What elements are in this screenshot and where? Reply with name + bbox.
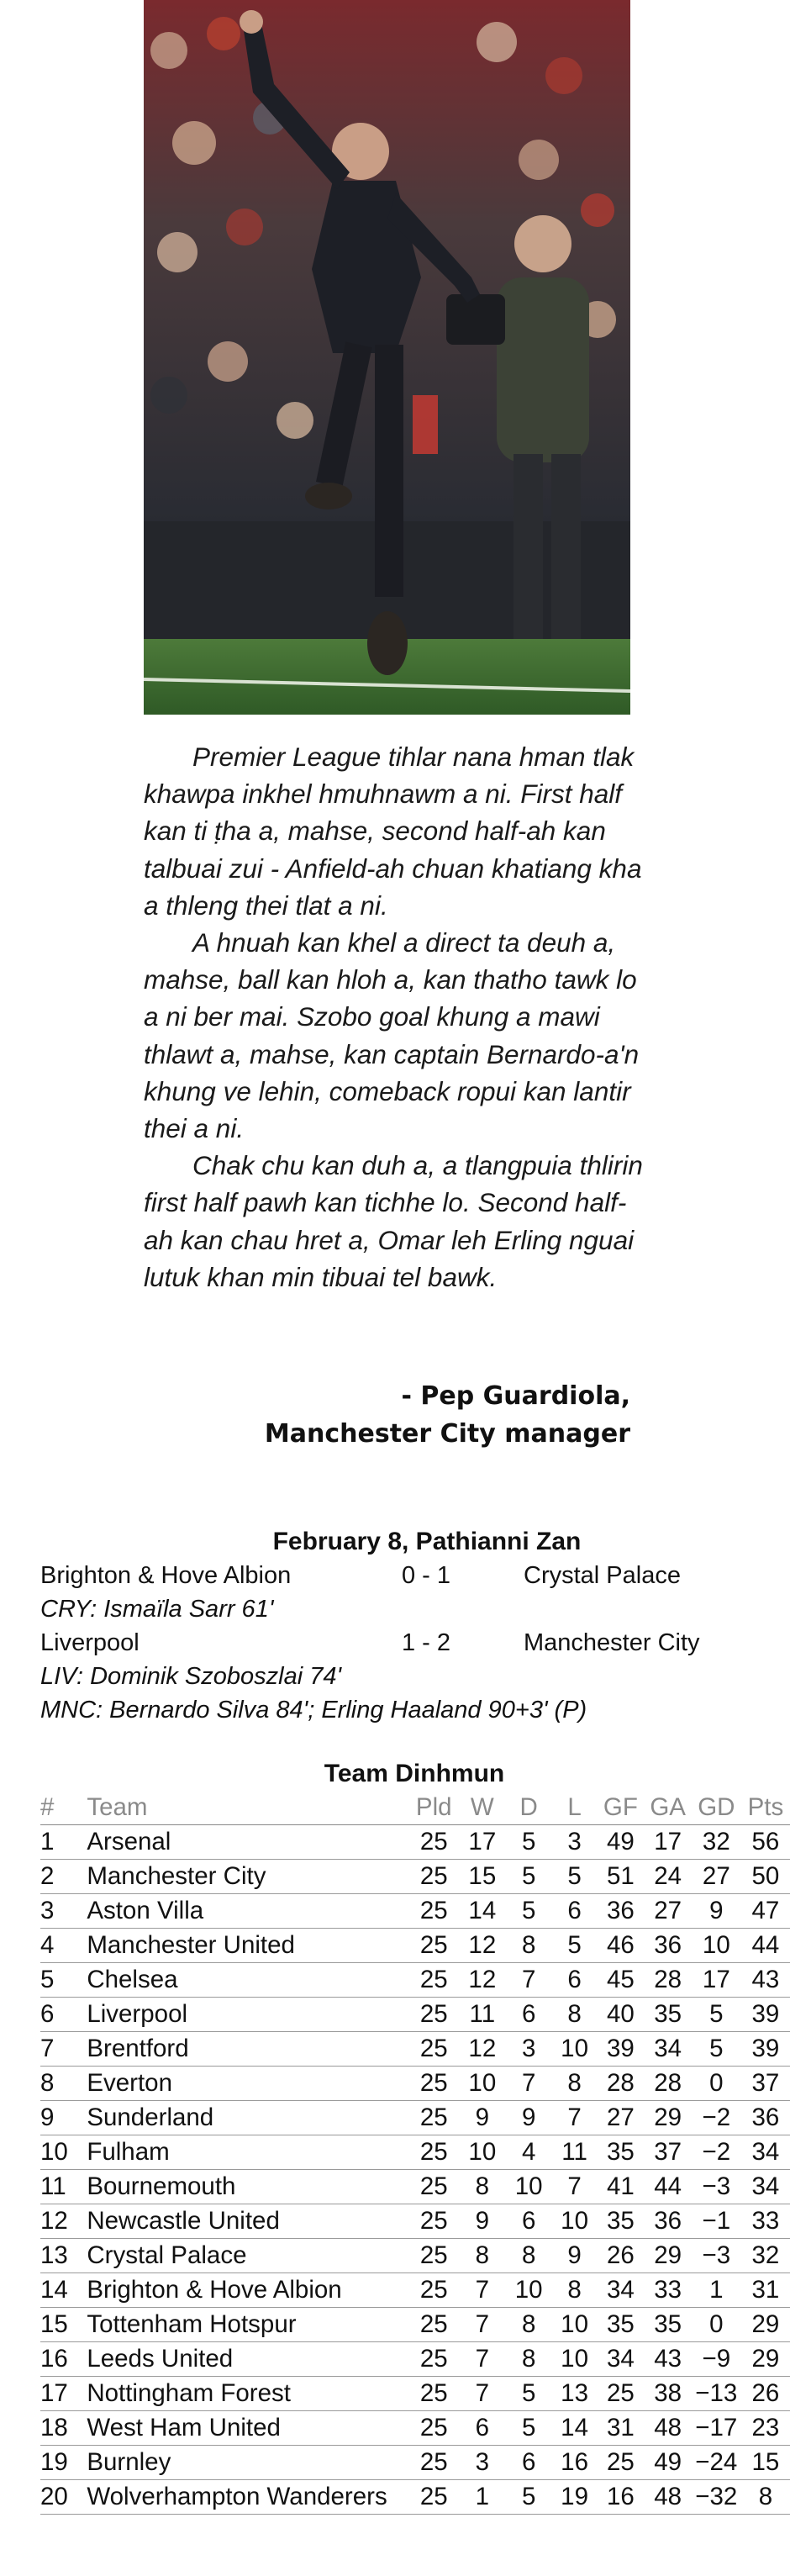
cell-pld: 25 [408,2135,459,2170]
table-row [40,2342,790,2377]
cell-gf: 35 [597,2308,644,2342]
cell-pts: 31 [741,2273,790,2308]
cell-gf: 35 [597,2135,644,2170]
match-score: 1 - 2 [402,1629,451,1656]
cell-pos: 10 [40,2135,87,2170]
cell-ga: 34 [645,2032,692,2067]
cell-team: Wolverhampton Wanderers [87,2480,408,2515]
standings-title: Team Dinhmun [324,1760,505,1787]
cell-gd: −24 [692,2446,741,2480]
cell-team: Nottingham Forest [87,2377,408,2411]
cell-team: Manchester City [87,1860,408,1894]
cell-pos: 11 [40,2170,87,2204]
cell-team: Brentford [87,2032,408,2067]
cell-d: 10 [506,2170,552,2204]
cell-l: 5 [552,1929,598,1963]
attribution-name: - Pep Guardiola, [401,1381,630,1411]
cell-team: Manchester United [87,1929,408,1963]
table-row [40,2032,790,2067]
cell-gf: 25 [597,2377,644,2411]
quote-paragraph: Premier League tihlar nana hman tlak khawpa inkhel hmuhnawm a ni. First half kan ti ṭha a, mahse, second half-ah kan talbuai zui - Anfield-ah chuan khatiang kha a thleng thei tlat a ni. [144,742,642,921]
manager-quote [144,738,648,1296]
quote-attribution [265,1377,630,1453]
cell-pts: 15 [741,2446,790,2480]
cell-ga: 24 [645,1860,692,1894]
cell-gd: 1 [692,2273,741,2308]
cell-gf: 41 [597,2170,644,2204]
cell-gd: 5 [692,2032,741,2067]
cell-l: 8 [552,2067,598,2101]
cell-ga: 35 [645,1998,692,2032]
cell-ga: 48 [645,2411,692,2446]
cell-team: Brighton & Hove Albion [87,2273,408,2308]
cell-w: 17 [459,1825,505,1860]
cell-pts: 50 [741,1860,790,1894]
cell-pts: 36 [741,2101,790,2135]
cell-pts: 26 [741,2377,790,2411]
cell-pld: 25 [408,1963,459,1998]
cell-pld: 25 [408,2239,459,2273]
match-score: 0 - 1 [402,1562,451,1589]
cell-ga: 27 [645,1894,692,1929]
cell-team: Fulham [87,2135,408,2170]
cell-gf: 51 [597,1860,644,1894]
cell-pts: 33 [741,2204,790,2239]
cell-d: 5 [506,2480,552,2515]
cell-pos: 17 [40,2377,87,2411]
cell-ga: 43 [645,2342,692,2377]
cell-l: 8 [552,1998,598,2032]
cell-l: 10 [552,2204,598,2239]
cell-pld: 25 [408,2067,459,2101]
cell-w: 12 [459,2032,505,2067]
cell-w: 6 [459,2411,505,2446]
cell-gf: 46 [597,1929,644,1963]
cell-l: 9 [552,2239,598,2273]
cell-pld: 25 [408,1860,459,1894]
cell-ga: 28 [645,2067,692,2101]
cell-gd: 17 [692,1963,741,1998]
cell-pos: 5 [40,1963,87,1998]
match-row [40,1626,780,1660]
cell-pts: 23 [741,2411,790,2446]
scorer-line: LIV: Dominik Szoboszlai 74' [40,1663,342,1690]
cell-pts: 37 [741,2067,790,2101]
cell-gd: 5 [692,1998,741,2032]
cell-pts: 8 [741,2480,790,2515]
home-team: Brighton & Hove Albion [40,1562,292,1589]
cell-gd: 0 [692,2308,741,2342]
cell-gd: 0 [692,2067,741,2101]
away-team: Manchester City [524,1629,700,1656]
cell-pos: 8 [40,2067,87,2101]
cell-team: Chelsea [87,1963,408,1998]
table-row [40,2446,790,2480]
cell-pld: 25 [408,2308,459,2342]
table-row [40,2377,790,2411]
cell-pts: 43 [741,1963,790,1998]
cell-d: 5 [506,1860,552,1894]
cell-pld: 25 [408,2377,459,2411]
cell-l: 5 [552,1860,598,1894]
cell-team: West Ham United [87,2411,408,2446]
cell-gd: 27 [692,1860,741,1894]
cell-gf: 28 [597,2067,644,2101]
cell-w: 12 [459,1929,505,1963]
attribution-role: Manchester City manager [264,1419,630,1449]
cell-ga: 36 [645,2204,692,2239]
cell-gf: 34 [597,2342,644,2377]
cell-pld: 25 [408,2170,459,2204]
cell-d: 5 [506,1825,552,1860]
cell-pos: 7 [40,2032,87,2067]
table-row [40,2308,790,2342]
away-team: Crystal Palace [524,1562,681,1589]
header-pld: Pld [408,1791,459,1825]
cell-l: 14 [552,2411,598,2446]
cell-gd: 32 [692,1825,741,1860]
cell-d: 4 [506,2135,552,2170]
cell-w: 8 [459,2239,505,2273]
cell-team: Liverpool [87,1998,408,2032]
cell-pts: 29 [741,2342,790,2377]
cell-d: 8 [506,1929,552,1963]
header-d: D [506,1791,552,1825]
cell-ga: 29 [645,2101,692,2135]
cell-l: 3 [552,1825,598,1860]
cell-team: Leeds United [87,2342,408,2377]
cell-d: 6 [506,2204,552,2239]
cell-d: 8 [506,2342,552,2377]
table-row [40,1929,790,1963]
cell-pos: 14 [40,2273,87,2308]
cell-d: 3 [506,2032,552,2067]
cell-pos: 4 [40,1929,87,1963]
cell-w: 3 [459,2446,505,2480]
cell-gf: 35 [597,2204,644,2239]
cell-gf: 49 [597,1825,644,1860]
cell-ga: 17 [645,1825,692,1860]
cell-ga: 49 [645,2446,692,2480]
cell-w: 12 [459,1963,505,1998]
cell-ga: 33 [645,2273,692,2308]
standings-body [40,1825,790,2515]
cell-d: 5 [506,1894,552,1929]
cell-gd: −1 [692,2204,741,2239]
header-gd: GD [692,1791,741,1825]
cell-pts: 47 [741,1894,790,1929]
cell-pos: 12 [40,2204,87,2239]
standings-header-row [40,1791,790,1825]
cell-team: Bournemouth [87,2170,408,2204]
header-l: L [552,1791,598,1825]
cell-pld: 25 [408,1929,459,1963]
table-row [40,1998,790,2032]
matchday-title: February 8, Pathianni Zan [272,1528,582,1555]
header-w: W [459,1791,505,1825]
cell-ga: 38 [645,2377,692,2411]
cell-pts: 56 [741,1825,790,1860]
cell-pld: 25 [408,2032,459,2067]
cell-d: 6 [506,2446,552,2480]
cell-gf: 40 [597,1998,644,2032]
quote-paragraph: Chak chu kan duh a, a tlangpuia thlirin first half pawh kan tichhe lo. Second half-ah kan chau hret a, Omar leh Erling nguai lutuk khan min tibuai tel bawk. [144,1150,643,1292]
cell-pos: 20 [40,2480,87,2515]
cell-pld: 25 [408,2446,459,2480]
cell-l: 6 [552,1894,598,1929]
cell-l: 7 [552,2101,598,2135]
cell-w: 14 [459,1894,505,1929]
cell-w: 10 [459,2135,505,2170]
cell-pld: 25 [408,2342,459,2377]
cell-team: Tottenham Hotspur [87,2308,408,2342]
cell-gf: 34 [597,2273,644,2308]
cell-pld: 25 [408,2480,459,2515]
cell-ga: 28 [645,1963,692,1998]
cell-d: 9 [506,2101,552,2135]
cell-team: Crystal Palace [87,2239,408,2273]
cell-ga: 36 [645,1929,692,1963]
cell-pld: 25 [408,2273,459,2308]
header-pos: # [40,1791,87,1825]
cell-gd: 9 [692,1894,741,1929]
header-team: Team [87,1791,408,1825]
cell-l: 10 [552,2342,598,2377]
cell-w: 11 [459,1998,505,2032]
scorer-line: MNC: Bernardo Silva 84'; Erling Haaland 90+3' (P) [40,1697,587,1723]
cell-l: 10 [552,2032,598,2067]
header-gf: GF [597,1791,644,1825]
cell-w: 1 [459,2480,505,2515]
cell-pos: 13 [40,2239,87,2273]
cell-gf: 26 [597,2239,644,2273]
cell-team: Newcastle United [87,2204,408,2239]
cell-gd: −9 [692,2342,741,2377]
match-row [40,1559,780,1592]
cell-pos: 1 [40,1825,87,1860]
cell-pos: 19 [40,2446,87,2480]
cell-w: 7 [459,2342,505,2377]
cell-pts: 32 [741,2239,790,2273]
cell-gf: 36 [597,1894,644,1929]
cell-d: 10 [506,2273,552,2308]
cell-w: 7 [459,2273,505,2308]
cell-w: 7 [459,2308,505,2342]
cell-l: 10 [552,2308,598,2342]
cell-team: Aston Villa [87,1894,408,1929]
cell-team: Arsenal [87,1825,408,1860]
cell-d: 8 [506,2308,552,2342]
table-row [40,1894,790,1929]
cell-w: 9 [459,2101,505,2135]
cell-l: 11 [552,2135,598,2170]
cell-pld: 25 [408,1894,459,1929]
cell-pts: 34 [741,2135,790,2170]
cell-gd: −32 [692,2480,741,2515]
cell-l: 19 [552,2480,598,2515]
cell-w: 15 [459,1860,505,1894]
cell-pos: 16 [40,2342,87,2377]
table-row [40,1825,790,1860]
cell-l: 7 [552,2170,598,2204]
cell-d: 7 [506,1963,552,1998]
standings-table [40,1791,790,2515]
cell-ga: 29 [645,2239,692,2273]
table-row [40,2101,790,2135]
table-row [40,2067,790,2101]
cell-w: 7 [459,2377,505,2411]
cell-pts: 39 [741,2032,790,2067]
cell-pos: 15 [40,2308,87,2342]
cell-team: Burnley [87,2446,408,2480]
cell-l: 8 [552,2273,598,2308]
cell-pld: 25 [408,2101,459,2135]
cell-pts: 44 [741,1929,790,1963]
cell-ga: 35 [645,2308,692,2342]
scorer-line: CRY: Ismaïla Sarr 61' [40,1596,274,1623]
table-row [40,2480,790,2515]
header-ga: GA [645,1791,692,1825]
matchday-results [40,1525,780,1727]
cell-gf: 39 [597,2032,644,2067]
cell-pts: 34 [741,2170,790,2204]
cell-pld: 25 [408,1825,459,1860]
cell-l: 16 [552,2446,598,2480]
cell-ga: 37 [645,2135,692,2170]
table-row [40,2135,790,2170]
header-pts: Pts [741,1791,790,1825]
table-row [40,2273,790,2308]
cell-gf: 31 [597,2411,644,2446]
cell-gf: 45 [597,1963,644,1998]
cell-pld: 25 [408,2204,459,2239]
cell-pos: 18 [40,2411,87,2446]
cell-gd: −2 [692,2101,741,2135]
cell-ga: 44 [645,2170,692,2204]
cell-gd: −3 [692,2239,741,2273]
cell-gd: −17 [692,2411,741,2446]
cell-l: 6 [552,1963,598,1998]
table-row [40,2239,790,2273]
cell-pld: 25 [408,2411,459,2446]
cell-pos: 6 [40,1998,87,2032]
manager-photo [144,0,630,715]
cell-pts: 29 [741,2308,790,2342]
cell-d: 8 [506,2239,552,2273]
cell-w: 8 [459,2170,505,2204]
cell-pos: 9 [40,2101,87,2135]
cell-w: 10 [459,2067,505,2101]
table-row [40,1860,790,1894]
cell-ga: 48 [645,2480,692,2515]
cell-pos: 3 [40,1894,87,1929]
cell-gf: 16 [597,2480,644,2515]
cell-l: 13 [552,2377,598,2411]
cell-gf: 25 [597,2446,644,2480]
cell-pos: 2 [40,1860,87,1894]
home-team: Liverpool [40,1629,140,1656]
cell-d: 5 [506,2411,552,2446]
cell-d: 6 [506,1998,552,2032]
cell-w: 9 [459,2204,505,2239]
cell-pld: 25 [408,1998,459,2032]
cell-gd: −3 [692,2170,741,2204]
cell-team: Sunderland [87,2101,408,2135]
table-row [40,2170,790,2204]
cell-gd: 10 [692,1929,741,1963]
cell-d: 7 [506,2067,552,2101]
cell-d: 5 [506,2377,552,2411]
cell-pts: 39 [741,1998,790,2032]
table-row [40,2204,790,2239]
quote-paragraph: A hnuah kan khel a direct ta deuh a, mahse, ball kan hloh a, kan thatho tawk lo a ni ber mai. Szobo goal khung a mawi thlawt a, mahse, kan captain Bernardo-a'n khung ve lehin, comeback ropui kan lantir thei a ni. [144,927,640,1144]
cell-gf: 27 [597,2101,644,2135]
cell-gd: −13 [692,2377,741,2411]
table-row [40,1963,790,1998]
cell-gd: −2 [692,2135,741,2170]
table-row [40,2411,790,2446]
cell-team: Everton [87,2067,408,2101]
